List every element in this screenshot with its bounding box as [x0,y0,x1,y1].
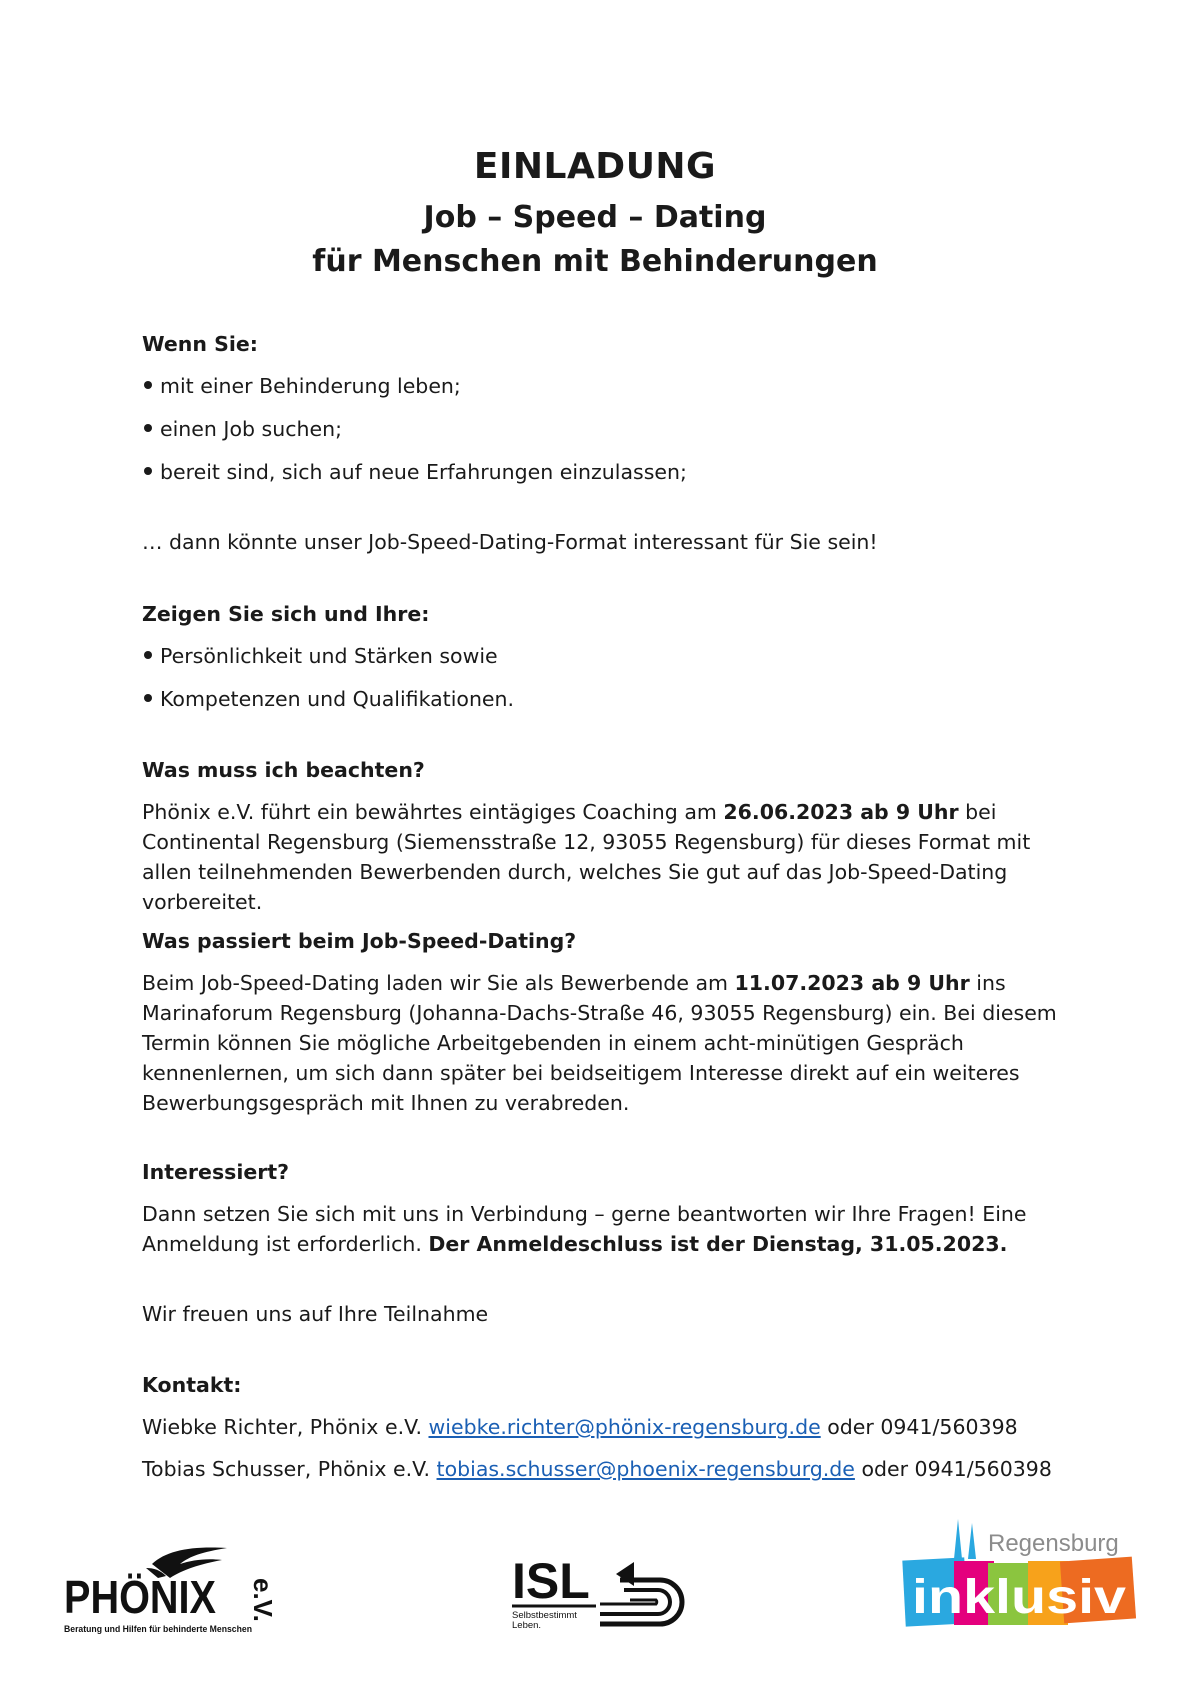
isl-logo [512,1552,692,1632]
bullet-icon [144,381,152,389]
phoenix-logo-text: PHÖNIX [64,1571,217,1623]
notice-paragraph [142,797,1062,917]
contact-heading: Kontakt: [142,1373,242,1397]
dating-date: 11.07.2023 ab 9 Uhr [734,971,970,995]
list-item-text: Persönlichkeit und Stärken sowie [160,644,498,668]
dating-text: Beim Job-Speed-Dating laden wir Sie als Bewerbende am [142,971,735,995]
isl-tagline-2: Leben. [512,1620,542,1631]
list-item [142,371,1062,401]
page-title: EINLADUNG [473,146,717,187]
list-item [142,641,1062,671]
bullet-icon [144,424,152,432]
page-subtitle-2: für Menschen mit Behinderungen [312,244,878,279]
notice-date: 26.06.2023 ab 9 Uhr [723,800,959,824]
isl-tagline-1: Selbstbestimmt [512,1610,577,1621]
list-item [142,684,1062,714]
phoenix-logo-suffix: e.V. [248,1578,278,1622]
closing-text: Wir freuen uns auf Ihre Teilnahme [142,1302,489,1326]
regensburg-inklusiv-logo [902,1515,1142,1630]
phoenix-logo [62,1540,278,1636]
list-item-text: mit einer Behinderung leben; [160,374,461,398]
contact-line [142,1454,1062,1484]
bullet-icon [144,467,152,475]
list-item [142,414,1062,444]
isl-arrow-icon [512,1552,692,1632]
email-link[interactable]: tobias.schusser@phoenix-regensburg.de [436,1457,855,1481]
contact-phone: oder 0941/560398 [820,1415,1018,1439]
interest-text: Dann setzen Sie sich mit uns in Verbindung – gerne beantworten wir Ihre Fragen! Eine Anmeldung ist erforderlich. [142,1202,1027,1256]
bullet-icon [144,694,152,702]
regensburg-inklusiv-icon [902,1515,1142,1630]
notice-heading: Was muss ich beachten? [142,758,425,782]
dating-text-rest: ins Marinaforum Regensburg (Johanna-Dachs-Straße 46, 93055 Regensburg) ein. Bei diesem Termin können Sie mögliche Arbeitgebenden in einem acht-minütigen Gespräch kennenlernen, um sich dann später bei beidseitigem Interesse direkt auf ein weiteres Bewerbungsgespräch mit Ihnen zu verabreden. [142,971,1057,1115]
notice-text: Phönix e.V. führt ein bewährtes eintägiges Coaching am [142,800,724,824]
phoenix-logo-tagline: Beratung und Hilfen für behinderte Menschen [64,1624,252,1634]
isl-logo-text: ISL [512,1553,590,1609]
list-item-text: Kompetenzen und Qualifikationen. [160,687,515,711]
inklusiv-text: inklusiv [912,1571,1127,1624]
dating-heading: Was passiert beim Job-Speed-Dating? [142,929,577,953]
registration-deadline: Der Anmeldeschluss ist der Dienstag, 31.05.2023. [428,1232,1008,1256]
intro-closing: … dann könnte unser Job-Speed-Dating-Format interessant für Sie sein! [142,530,878,554]
contact-name: Tobias Schusser, Phönix e.V. [142,1457,437,1481]
phoenix-bird-icon [62,1540,278,1636]
contact-phone: oder 0941/560398 [854,1457,1052,1481]
bullet-icon [144,651,152,659]
page-subtitle: Job – Speed – Dating [423,200,767,235]
notice-text-rest: bei Continental Regensburg (Siemensstraße 12, 93055 Regensburg) für dieses Format mit allen teilnehmenden Bewerbenden durch, welches Sie gut auf das Job-Speed-Dating vorbereitet. [142,800,1031,914]
contact-line [142,1412,1062,1442]
list-item [142,457,1062,487]
show-heading: Zeigen Sie sich und Ihre: [142,602,430,626]
list-item-text: einen Job suchen; [160,417,342,441]
interest-paragraph [142,1199,1062,1259]
intro-heading: Wenn Sie: [142,332,259,356]
dating-paragraph [142,968,1062,1118]
email-link[interactable]: wiebke.richter@phönix-regensburg.de [428,1415,821,1439]
contact-name: Wiebke Richter, Phönix e.V. [142,1415,429,1439]
regensburg-city-text: Regensburg [988,1530,1119,1557]
list-item-text: bereit sind, sich auf neue Erfahrungen einzulassen; [160,460,687,484]
interest-heading: Interessiert? [142,1160,290,1184]
